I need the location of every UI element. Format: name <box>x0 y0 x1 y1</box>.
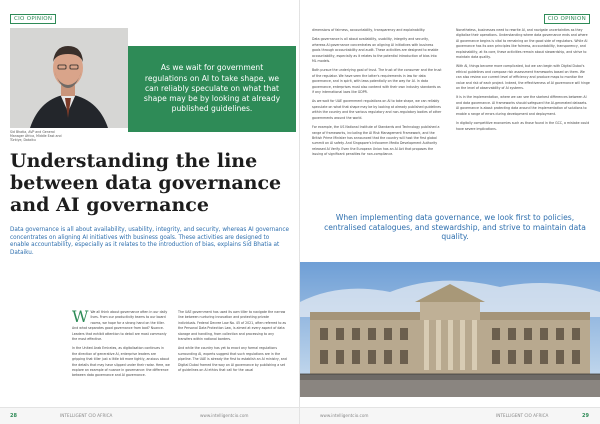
footer-left <box>0 407 300 424</box>
government-building-image <box>300 262 600 397</box>
body-paragraph: Nonetheless, businesses need to rewrite AI, and navigate uncertainties as they digitalise their operations. Understanding where data governance ends and where AI governance begins is vital to remaining on the good side of regulators. While AI governance has its own principles like fairness, accountability, transparency, and explainability, at its core, these activities remain about stewardship, and strive to maintain data quality. <box>456 28 588 60</box>
page-number: 29 <box>582 412 589 419</box>
drop-cap: W <box>72 307 89 326</box>
body-column-3 <box>312 28 442 162</box>
building-photo <box>300 262 600 397</box>
body-paragraph: The UAE government has used its own tiller to navigate the narrow line between nurturing innovation and protecting private individuals. Federal Decree Law No. 45 of 2021, often referred to as the Personal Data Protection Law, is aimed at every aspect of data storage and handling, from collection and processing to any transfers within national borders. <box>178 310 287 342</box>
pull-quote-top: As we wait for government regulations on AI to take shape, we can reliably speculate on what that shape may be by looking at already published guidelines. <box>143 63 281 114</box>
body-column-1 <box>72 307 170 383</box>
pull-quote-box <box>128 46 296 132</box>
body-paragraph: Data governance is all about availability, usability, integrity and security, whereas AI governance concentrates on aligning AI initiatives with business goals through accountability and audit. These activities are designed to enable accountability, especially as it relates to the potential introduction of bias into ML models. <box>312 37 439 64</box>
section-tag: CIO OPINION <box>10 14 56 24</box>
body-paragraph: With AI, things become more complicated, but we can begin with Digital Dubai's ethical guidelines and compose risk assessment frameworks based on them. We can also review our current level of efficiency and produce maps to monitor the value and risk of each project. Indeed, the effectiveness of AI governance will hinge on the level of observability of AI systems. <box>456 64 590 91</box>
author-portrait-image <box>10 28 128 128</box>
article-headline: Understanding the line between data governance and AI governance <box>10 150 282 216</box>
author-caption: Sid Bhatia, AVP and General Manager Africa, Middle East and Türkiye, Dataiku <box>10 130 62 143</box>
body-paragraph: In the United Arab Emirates, as digitalisation continues in the direction of generative AI, enterprise leaders are gripping that tiller just a little bit more tightly, anxious about the details that may have slipped under their radar. Here, we explore an example of nuance in governance: the difference between data governance and AI governance. <box>72 346 170 378</box>
standfirst: Data governance is all about availability, usability, integrity, and security, whereas AI governance concentrates on aligning AI initiatives with business goals. These activities are designed to enable accountability, especially as it relates to the introduction of bias, explains Sid Bhatia at Dataiku. <box>10 227 289 256</box>
section-tag: CIO OPINION <box>544 14 590 24</box>
footer-right <box>300 407 600 424</box>
author-photo <box>10 28 128 128</box>
body-paragraph: For example, the US National Institute of Standards and Technology published a range of frameworks, including the AI Risk Management Framework, and the British Prime Minister has announced that the country will host the first global summit on AI safety. And Singapore's Infocomm Media Development Authority released AI Verify. Even the European Union has an AI Act that proposes the issuing of significant penalties for non-compliance. <box>312 125 440 157</box>
pull-quote-bottom: When implementing data governance, we look first to policies, centralised catalogues, and stewardship, and strive to maintain data quality. <box>324 213 586 242</box>
body-paragraph: Both pursue the underlying goal of trust. The trust of the consumer and the trust of the regulator. We have seen the latter's requirements in law for data governance, and in spirit, with laws potentially on the way for AI. In data governance, enterprises must also contend with their own industry standards as if any international laws like GDPR. <box>312 68 442 95</box>
website-link[interactable]: www.intelligentcio.com <box>200 413 249 418</box>
body-paragraph: In digitally competitive economies such as those found in the GCC, a mistake could have severe implications. <box>456 121 590 131</box>
publication-name: INTELLIGENT CIO AFRICA <box>60 413 113 418</box>
body-column-4 <box>456 28 590 136</box>
body-paragraph: It is in the implementation, where we can see the starkest differences between AI and data governance. AI frameworks should safeguard the AI-generated datasets. AI governance is about protecting data around the implementation of solutions to enable a range of errors during development and deployment. <box>456 95 588 116</box>
publication-name: INTELLIGENT CIO AFRICA <box>496 413 549 418</box>
body-paragraph: And while the country has yet to enact any formal regulations surrounding AI, experts suggest that such regulations are in the pipeline. The UAE is already the first to establish an AI ministry, and Digital Dubai framed the way on AI governance by publishing a set of guidelines on AI ethics that call for the usual <box>178 346 287 373</box>
page-number: 28 <box>10 412 17 419</box>
body-paragraph: As we wait for UAE government regulations on AI to take shape, we can reliably speculate on what that shape may be by looking at already published guidelines within the country and the various regulatory and non-regulatory bodies of other governments around the world. <box>312 99 442 120</box>
website-link[interactable]: www.intelligentcio.com <box>320 413 369 418</box>
body-column-2 <box>178 310 288 377</box>
body-paragraph: W We all think about governance often in our daily lives. From our productivity teams to our board rooms, we hope for a strong hand on the tiller. And what separates good governance from bad? Nuance. Leaders that exhibit attention to detail are most commonly the most effective. <box>72 307 168 342</box>
body-paragraph: dimensions of fairness, accountability, transparency and explainability. <box>312 28 426 32</box>
